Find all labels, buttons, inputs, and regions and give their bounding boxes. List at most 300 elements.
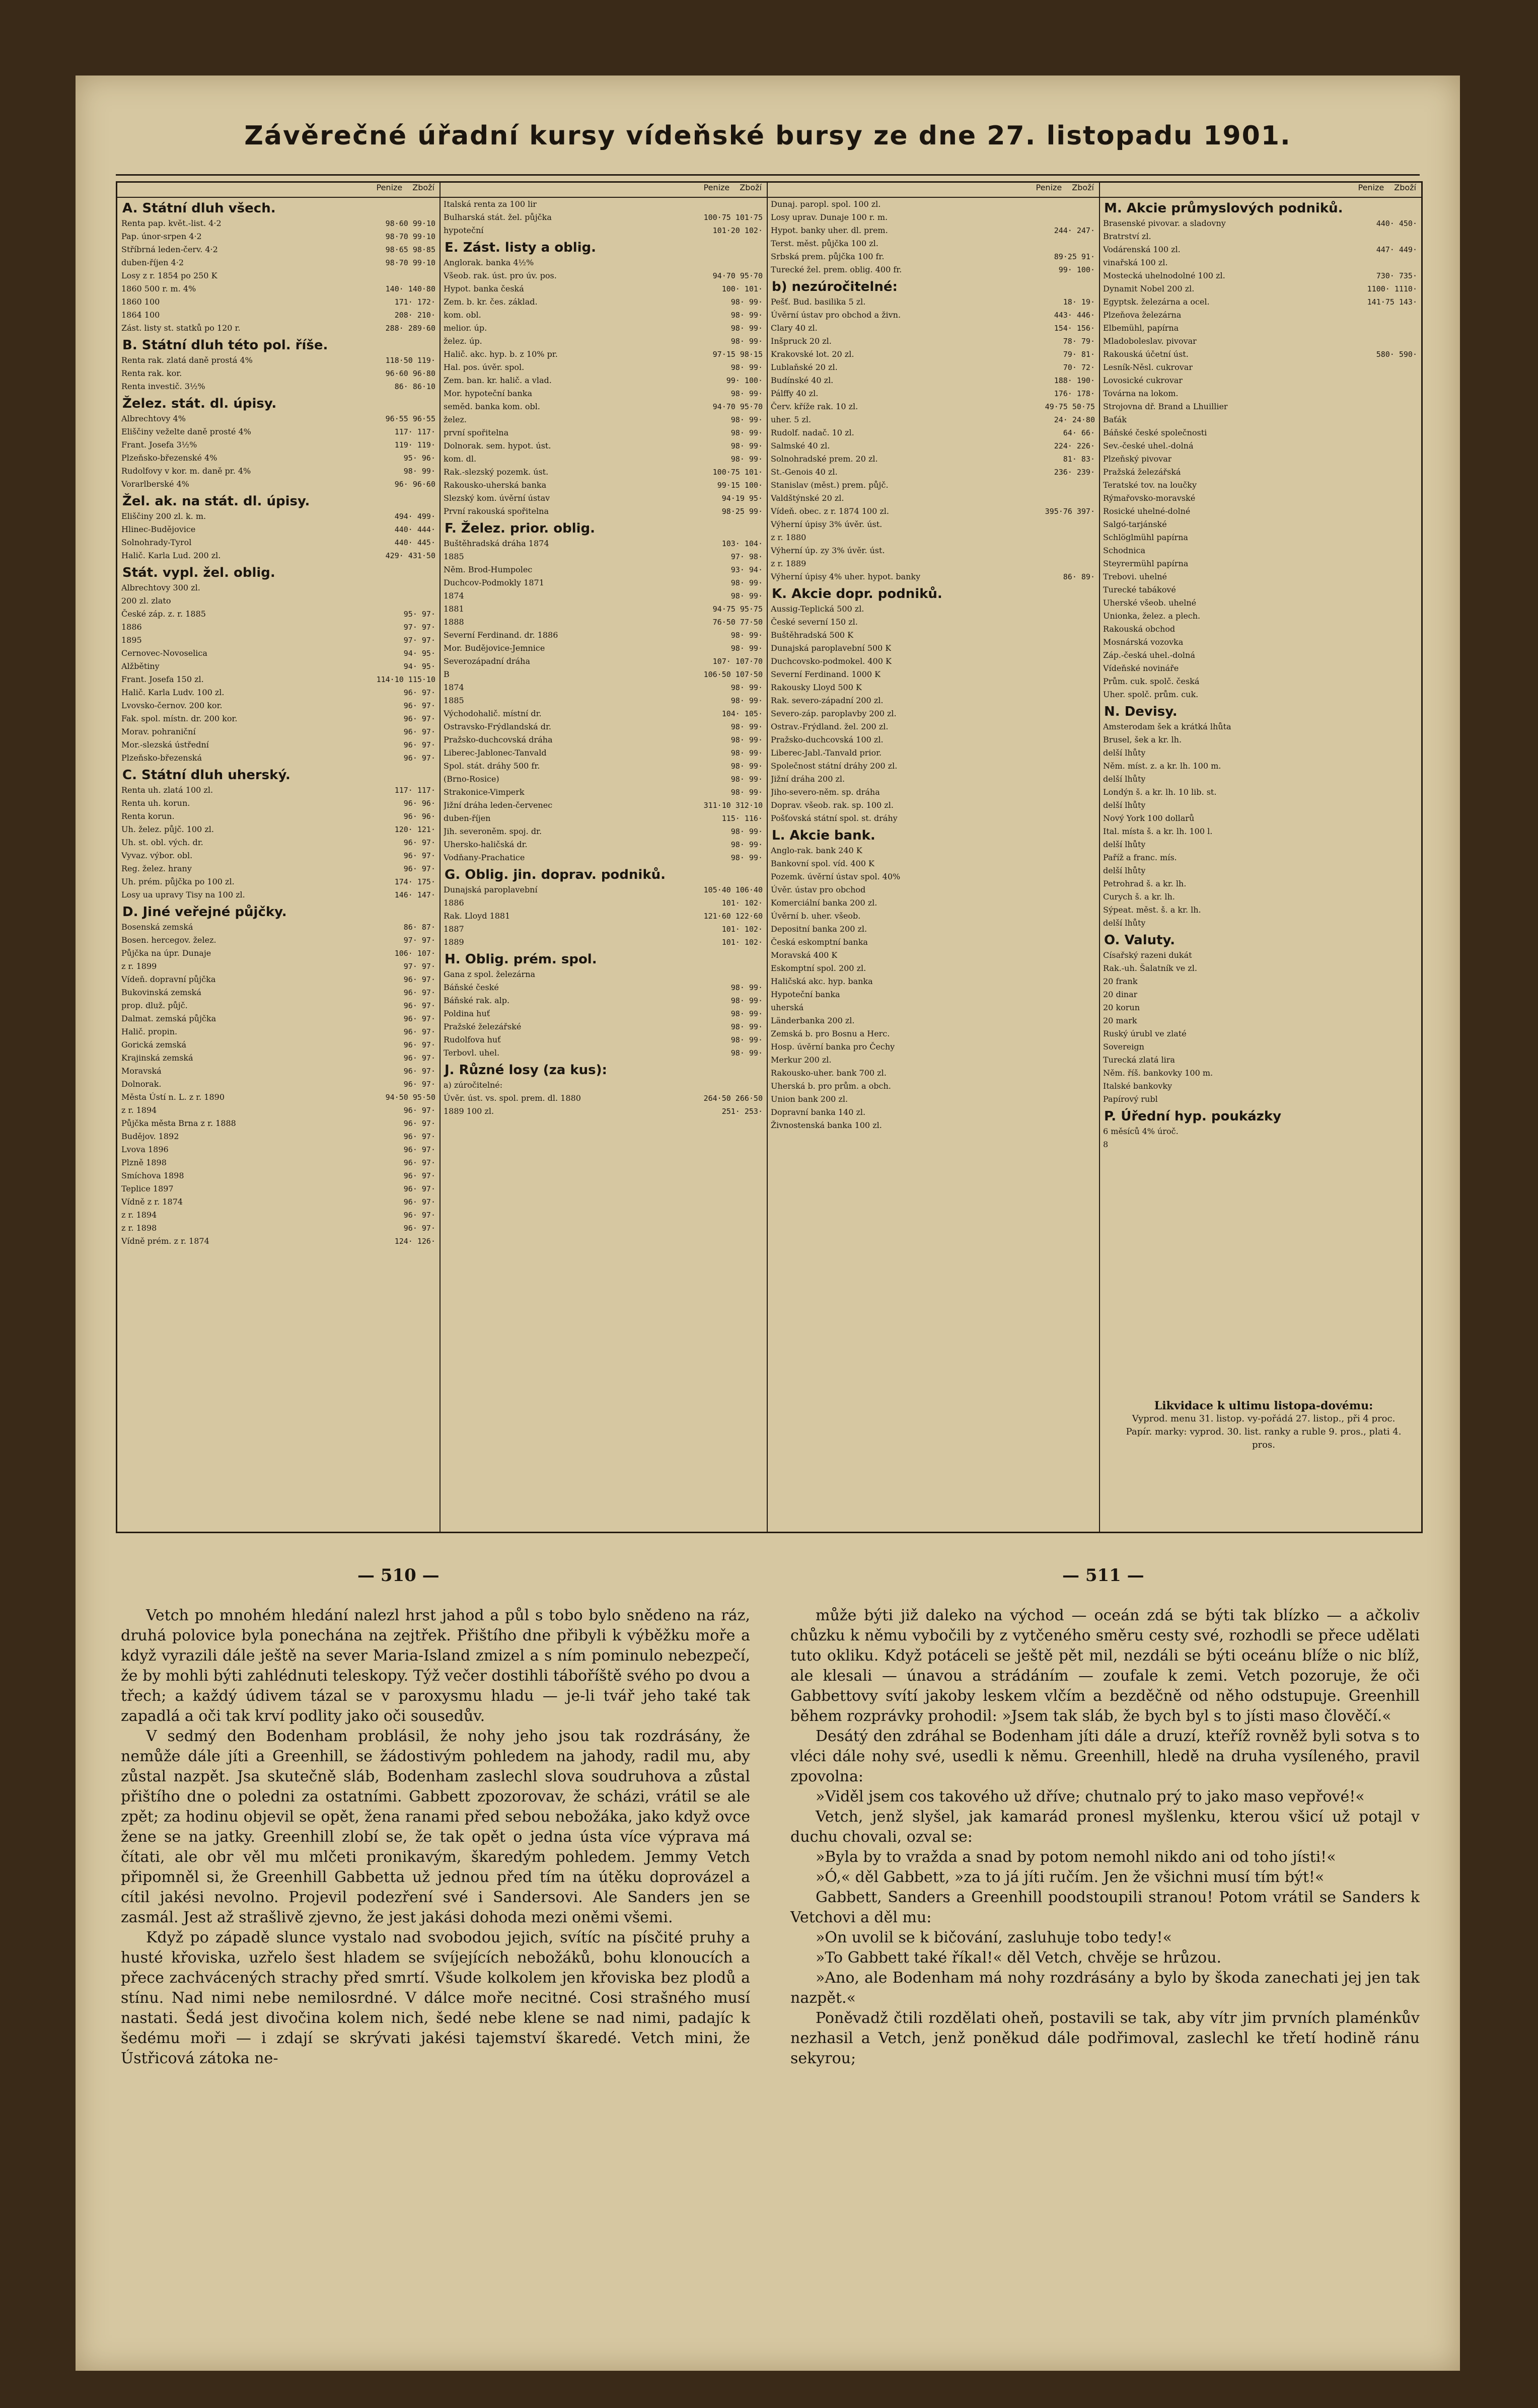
table-row xyxy=(440,426,767,439)
table-row xyxy=(440,466,767,479)
section-title: O. Valuty. xyxy=(1104,933,1175,948)
table-row xyxy=(440,361,767,374)
security-name: Union bank 200 zl. xyxy=(771,1094,848,1104)
quote-values xyxy=(1091,518,1095,531)
security-name: Pražsko-duchcovská dráha xyxy=(444,735,553,744)
security-name: z r. 1898 xyxy=(121,1223,157,1233)
table-row xyxy=(1099,773,1421,786)
page-number-right: — 511 — xyxy=(1062,1565,1144,1586)
quote-values: 94·70 95·70 xyxy=(712,402,763,411)
security-name: Bosenská zemská xyxy=(121,922,193,932)
story-paragraph: »Viděl jsem cos takového už dříve; chutnalo prý to jako maso vepřové!« xyxy=(816,1788,1365,1805)
quote-values: 440· 450· xyxy=(1376,219,1417,228)
security-name: 1885 xyxy=(444,552,464,561)
quote-values: 115· 116· xyxy=(721,814,763,823)
security-name: z r. 1880 xyxy=(771,533,807,542)
table-row xyxy=(1099,505,1421,518)
security-name: Rýmařovsko-moravské xyxy=(1103,493,1196,503)
security-name: Dolnorak. xyxy=(121,1079,162,1089)
quote-values: 98· 99· xyxy=(730,578,763,587)
page-masthead: Závěrečné úřadní kursy vídeňské bursy ze dne 27. listopadu 1901. xyxy=(244,121,1291,151)
table-row xyxy=(117,1143,440,1156)
table-row xyxy=(1099,838,1421,851)
quote-values: 443· 446· xyxy=(1054,311,1095,320)
quote-values: 96· 97· xyxy=(403,838,435,847)
table-row xyxy=(767,413,1099,426)
security-name: Rudolfova huť xyxy=(444,1035,501,1044)
security-name: Česká eskomptní banka xyxy=(771,937,868,947)
table-row xyxy=(440,1079,767,1092)
security-name: Vídně z r. 1874 xyxy=(121,1197,183,1207)
quote-values: 98· 99· xyxy=(730,996,763,1005)
security-name: duben-říjen 4·2 xyxy=(121,258,184,267)
table-row xyxy=(440,1092,767,1105)
quote-values xyxy=(1413,596,1417,610)
table-row xyxy=(1099,466,1421,479)
quote-values: 124· 126· xyxy=(394,1237,435,1246)
quote-values xyxy=(1413,583,1417,596)
quote-values: 96· 97· xyxy=(403,1040,435,1049)
security-name: Továrna na lokom. xyxy=(1103,389,1179,398)
quote-values xyxy=(1413,439,1417,453)
table-row xyxy=(1099,361,1421,374)
table-row xyxy=(117,549,440,562)
table-row xyxy=(1099,413,1421,426)
table-row xyxy=(767,668,1099,681)
security-name: delší lhůty xyxy=(1103,918,1146,928)
security-name: Rakousko-uherská banka xyxy=(444,480,547,490)
table-row xyxy=(767,250,1099,263)
quote-values: 440· 445· xyxy=(394,538,435,547)
security-name: Báňské rak. alp. xyxy=(444,996,510,1005)
quote-values xyxy=(431,594,435,608)
section-title: Stát. vypl. žel. oblig. xyxy=(122,565,275,580)
security-name: Prům. cuk. spolč. česká xyxy=(1103,676,1200,686)
security-name: Jižní dráha 200 zl. xyxy=(771,774,845,784)
table-row xyxy=(440,576,767,589)
table-row xyxy=(440,994,767,1007)
table-row xyxy=(117,797,440,810)
security-name: Lublaňské 20 zl. xyxy=(771,362,838,372)
quote-values: 98· 99· xyxy=(730,1035,763,1044)
security-name: 20 mark xyxy=(1103,1016,1137,1025)
security-name: hypoteční xyxy=(444,225,484,235)
header-goods: Zboží xyxy=(1072,183,1094,192)
security-name: Solnohradské prem. 20 zl. xyxy=(771,454,878,464)
security-name: Salgó-tarjánské xyxy=(1103,519,1167,529)
table-row xyxy=(440,537,767,550)
security-name: Pražská železářská xyxy=(1103,467,1181,477)
story-text-right xyxy=(790,1606,1420,2069)
quote-values: 98· 99· xyxy=(730,983,763,992)
security-name: Rak.-uh. Šalatník ve zl. xyxy=(1103,963,1197,973)
security-name: Města Ústí n. L. z r. 1890 xyxy=(121,1092,225,1102)
security-name: Pošťovská státní spol. st. dráhy xyxy=(771,813,898,823)
quote-values: 224· 226· xyxy=(1054,441,1095,450)
table-row xyxy=(117,1195,440,1209)
security-name: Severní Ferdinand. dr. 1886 xyxy=(444,630,558,640)
table-row xyxy=(767,263,1099,276)
table-row xyxy=(440,505,767,518)
security-name: Rak.-slezský pozemk. úst. xyxy=(444,467,549,477)
header-money: Penize xyxy=(1036,183,1062,192)
table-row xyxy=(767,439,1099,453)
quote-values xyxy=(1413,746,1417,760)
quote-values: 121·60 122·60 xyxy=(703,912,763,921)
security-name: České severní 150 zl. xyxy=(771,617,858,627)
header-money: Penize xyxy=(703,183,730,192)
security-name: Liberec-Jablonec-Tanvald xyxy=(444,748,547,758)
quote-values: 140· 140·80 xyxy=(385,284,435,293)
quote-values xyxy=(1091,211,1095,224)
security-name: Plzeňsko-březenské 4% xyxy=(121,453,217,463)
table-row xyxy=(440,322,767,335)
story-paragraph: Vetch po mnohém hledání nalezl hrst jahod a půl s tobo bylo snědeno na ráz, druhá polovice byla ponechána na zejtřek. Přištího dne přibyli k výběžku moře a když vyrazili dále ještě na sever Maria-Island zmizel a s ním pominulo nebezpečí, že by mohli býti zahlédnuti teleskopy. Týž večer dostihli táboříště svého po dvou a třech; a každý údivem tázal se v paroxysmu hladu — je-li tvář jeho také tak zapadlá a oči tak krví podlity jako oči sousedův. xyxy=(121,1607,750,1725)
table-row xyxy=(440,400,767,413)
table-row xyxy=(767,1040,1099,1054)
table-row xyxy=(117,751,440,765)
quote-values: 70· 72· xyxy=(1063,363,1095,372)
table-row xyxy=(440,439,767,453)
quote-values xyxy=(1413,864,1417,877)
table-row xyxy=(767,603,1099,616)
security-name: Bulharská stát. žel. půjčka xyxy=(444,212,552,222)
table-row xyxy=(767,642,1099,655)
section-title: b) nezúročitelné: xyxy=(772,279,898,294)
newspaper-page xyxy=(76,76,1460,2371)
quote-values: 24· 24·80 xyxy=(1054,415,1095,424)
security-name: Mor. Budějovice-Jemnice xyxy=(444,643,545,653)
header-goods: Zboží xyxy=(740,183,762,192)
quote-values: 96· 97· xyxy=(403,1224,435,1233)
quote-values xyxy=(1413,949,1417,962)
story-text-left xyxy=(121,1606,750,2069)
table-row xyxy=(440,1007,767,1020)
security-name: Liberec-Jabl.-Tanvald prior. xyxy=(771,748,882,758)
security-name: Stříbrná leden-červ. 4·2 xyxy=(121,245,218,254)
table-row xyxy=(1099,610,1421,623)
table-row xyxy=(767,309,1099,322)
table-row xyxy=(767,760,1099,773)
security-name: Eliščiny 200 zl. k. m. xyxy=(121,511,206,521)
quote-values: 104· 105· xyxy=(721,709,763,718)
security-name: Uher. spolč. prům. cuk. xyxy=(1103,690,1199,699)
table-row xyxy=(440,374,767,387)
quote-values xyxy=(1091,1093,1095,1106)
security-name: Lesník-Něsl. cukrovar xyxy=(1103,362,1193,372)
table-row xyxy=(1099,269,1421,282)
security-name: Sýpeat. měst. š. a kr. lh. xyxy=(1103,905,1201,915)
table-row xyxy=(117,849,440,862)
security-name: Východohalič. místní dr. xyxy=(444,709,542,718)
quote-values xyxy=(1413,720,1417,733)
story-paragraph: »Ano, ale Bodenham má nohy rozdrásány a bylo by škoda zanechati jej jen tak nazpět.« xyxy=(790,1969,1420,2007)
quote-values: 98· 99· xyxy=(730,735,763,744)
table-row xyxy=(1099,1014,1421,1027)
quote-values: 288· 289·60 xyxy=(385,324,435,333)
quote-values xyxy=(1091,786,1095,799)
quote-values xyxy=(1413,230,1417,243)
quote-values: 96·60 96·80 xyxy=(385,369,435,378)
security-name: 1887 xyxy=(444,924,464,934)
security-name: Hosp. úvěrní banka pro Čechy xyxy=(771,1042,895,1051)
quote-values: 98· 99· xyxy=(730,775,763,784)
table-row xyxy=(767,531,1099,544)
security-name: Jižní dráha leden-červenec xyxy=(444,800,553,810)
quote-values: 447· 449· xyxy=(1376,245,1417,254)
section-title: L. Akcie bank. xyxy=(772,828,875,843)
quote-values: 86· 87· xyxy=(403,923,435,932)
quote-values: 96· 97· xyxy=(403,1171,435,1180)
table-row xyxy=(1099,1125,1421,1138)
security-name: Půjčka města Brna z r. 1888 xyxy=(121,1118,236,1128)
quote-values xyxy=(1091,1014,1095,1027)
column-header xyxy=(1099,183,1421,198)
security-name: Srbská prem. půjčka 100 fr. xyxy=(771,252,885,261)
quote-values: 95· 96· xyxy=(403,454,435,463)
table-row xyxy=(767,426,1099,439)
security-name: Hal. pos. úvěr. spol. xyxy=(444,362,525,372)
security-name: Duchcov-Podmokly 1871 xyxy=(444,578,544,587)
security-name: vinařská 100 zl. xyxy=(1103,258,1168,267)
security-name: Ostrav.-Frýdland. žel. 200 zl. xyxy=(771,722,889,731)
section-title: Žel. ak. na stát. dl. úpisy. xyxy=(122,494,310,509)
table-row xyxy=(117,810,440,823)
security-name: 1885 xyxy=(444,696,464,705)
security-name: 1886 xyxy=(444,898,464,908)
quote-values: 18· 19· xyxy=(1063,297,1095,307)
quote-values: 98· 99· xyxy=(730,455,763,464)
security-name: Frant. Josefa 150 zl. xyxy=(121,674,204,684)
quote-values: 98· 99· xyxy=(730,762,763,771)
quote-values: 101· 102· xyxy=(721,898,763,908)
table-row xyxy=(117,1038,440,1051)
table-row xyxy=(1099,988,1421,1001)
table-row xyxy=(1099,217,1421,230)
story-paragraph: »Byla by to vražda a snad by potom nemohl nikdo ani od toho jísti!« xyxy=(816,1848,1336,1866)
security-name: Uh. želez. půjč. 100 zl. xyxy=(121,824,214,834)
quote-values: 96· 97· xyxy=(403,727,435,736)
table-row xyxy=(767,870,1099,883)
security-name: Doprav. všeob. rak. sp. 100 zl. xyxy=(771,800,894,810)
table-row xyxy=(767,211,1099,224)
security-name: Buštěhradská 500 K xyxy=(771,630,854,640)
quote-values xyxy=(1091,1106,1095,1119)
security-name: Uherská b. pro prům. a obch. xyxy=(771,1081,891,1091)
security-name: Bosen. hercegov. želez. xyxy=(121,935,216,945)
table-row xyxy=(440,681,767,694)
security-name: Paříž a franc. mís. xyxy=(1103,853,1177,862)
security-name: Frant. Josefa 3½% xyxy=(121,440,197,449)
quote-values: 96· 97· xyxy=(403,851,435,860)
security-name: Steyrermühl papírna xyxy=(1103,559,1189,568)
table-row xyxy=(117,594,440,608)
quote-values xyxy=(1091,923,1095,936)
table-row xyxy=(440,348,767,361)
security-name: 1886 xyxy=(121,622,142,632)
security-name: Renta uh. zlatá 100 zl. xyxy=(121,785,213,795)
table-row xyxy=(440,1033,767,1046)
table-row xyxy=(767,681,1099,694)
security-name: Jih. severoněm. spoj. dr. xyxy=(444,826,542,836)
table-row xyxy=(117,438,440,452)
story-paragraph: V sedmý den Bodenham problásil, že nohy jeho jsou tak rozdrásány, že nemůže dále jíti a Greenhill, se žádostivým pohledem na jahody, radil mu, aby zůstal nazpět. Jsa skutečně sláb, Bodenham zaslechl slova soudruhova a zůstal přištího dne o poledni za ostatními. Gabbett zpozorovav, že scházi, vrátil se ale zpět; za hodinu objevil se opět, žena ranami před sebou nebožáka, jako když ovce žene se na jatky. Greenhill zlobí se, že tak opět o jedna ústa více výprava má čítati, ale obr věl mu mlčeti pronikavým, škaredým pohledem. Jemmy Vetch připomněl si, že Greenhill Gabbetta už jednou před tím na útěku doprovázel a cítil jakési nevolno. Projevil podezření své i Sandersovi. Ale Sanders jen se zasmál. Jest až strašlivě zjevno, že jest jakási dohoda mezi oněmi všemi. xyxy=(121,1727,750,1926)
section-title: N. Devisy. xyxy=(1104,704,1178,719)
quote-values xyxy=(1413,557,1417,570)
quote-values xyxy=(1413,413,1417,426)
quote-values: 99· 100· xyxy=(1058,265,1095,274)
quote-values xyxy=(1091,975,1095,988)
table-row xyxy=(1099,1080,1421,1093)
table-row xyxy=(117,536,440,549)
quote-values: 95· 97· xyxy=(403,610,435,619)
security-name: z r. 1889 xyxy=(771,559,807,568)
quote-values: 96· 97· xyxy=(403,1158,435,1167)
quote-values: 98·25 99· xyxy=(721,507,763,516)
quote-values xyxy=(1091,629,1095,642)
table-row xyxy=(440,760,767,773)
quote-values: 96· 96·60 xyxy=(394,480,435,489)
table-row xyxy=(440,936,767,949)
table-row xyxy=(440,773,767,786)
security-name: Renta pap. květ.-list. 4·2 xyxy=(121,218,222,228)
security-name: Báňské české xyxy=(444,983,499,992)
quote-values: 117· 117· xyxy=(394,427,435,436)
security-name: Vídně prém. z r. 1874 xyxy=(121,1236,209,1246)
header-goods: Zboží xyxy=(412,183,434,192)
security-name: První rakouská spořitelna xyxy=(444,506,549,516)
table-row xyxy=(440,786,767,799)
table-row xyxy=(767,962,1099,975)
header-money: Penize xyxy=(376,183,403,192)
table-row xyxy=(1099,688,1421,701)
quote-values: 96· 97· xyxy=(403,701,435,710)
table-row xyxy=(767,910,1099,923)
security-name: Albrechtovy 4% xyxy=(121,414,186,423)
quote-values xyxy=(1413,1080,1417,1093)
table-row xyxy=(440,492,767,505)
security-name: Dopravní banka 140 zl. xyxy=(771,1107,866,1117)
quote-values: 98· 99· xyxy=(403,467,435,476)
table-row xyxy=(117,322,440,335)
quote-values: 98· 99· xyxy=(730,748,763,758)
table-row xyxy=(117,999,440,1012)
table-row xyxy=(1099,917,1421,930)
table-row xyxy=(440,211,767,224)
security-name: Výherní úp. zy 3% úvěr. úst. xyxy=(771,546,885,555)
page-numbers xyxy=(76,1565,1460,1586)
security-name: Elbemühl, papírna xyxy=(1103,323,1179,333)
table-row xyxy=(1099,426,1421,439)
quote-values: 98·70 99·10 xyxy=(385,232,435,241)
security-name: Živnostenská banka 100 zl. xyxy=(771,1120,882,1130)
security-name: Vídeňské novináře xyxy=(1103,663,1179,673)
table-row xyxy=(440,1046,767,1060)
story-paragraph: Gabbett, Sanders a Greenhill poodstoupili stranou! Potom vrátil se Sanders k Vetchovi a děl mu: xyxy=(790,1889,1420,1926)
section-title: A. Státní dluh všech. xyxy=(122,201,276,216)
quote-values: 96·55 96·55 xyxy=(385,414,435,423)
table-row xyxy=(1099,675,1421,688)
table-row xyxy=(767,361,1099,374)
table-column-1 xyxy=(117,183,441,1532)
security-name: a) zúročitelné: xyxy=(444,1080,503,1090)
quote-values xyxy=(1091,681,1095,694)
liquidation-note-title: Likvidace k ultimu listopa-dovému: xyxy=(1154,1399,1373,1412)
security-name: B xyxy=(444,669,450,679)
table-row xyxy=(440,812,767,825)
table-row xyxy=(440,733,767,746)
table-row xyxy=(117,425,440,438)
table-row xyxy=(440,224,767,237)
table-row xyxy=(1099,335,1421,348)
table-row xyxy=(1099,877,1421,890)
quote-values: 100·75 101·75 xyxy=(703,213,763,222)
table-row xyxy=(1099,374,1421,387)
security-name: Losy z r. 1854 po 250 K xyxy=(121,271,217,280)
security-name: Poldina huť xyxy=(444,1009,490,1018)
quote-values xyxy=(1413,1014,1417,1027)
table-row xyxy=(117,523,440,536)
table-row xyxy=(767,936,1099,949)
quote-values: 49·75 50·75 xyxy=(1045,402,1095,411)
quote-values: 94·75 95·75 xyxy=(712,605,763,614)
table-row xyxy=(1099,400,1421,413)
quote-values: 96· 97· xyxy=(403,988,435,997)
quote-values: 98· 99· xyxy=(730,389,763,398)
security-name: Spol. stát. dráhy 500 fr. xyxy=(444,761,540,771)
security-name: Amsterodam šek a krátká lhůta xyxy=(1103,722,1231,731)
table-row xyxy=(440,910,767,923)
table-column-4 xyxy=(1099,183,1421,1532)
security-name: kom. obl. xyxy=(444,310,481,320)
security-name: delší lhůty xyxy=(1103,866,1146,875)
table-row xyxy=(1099,387,1421,400)
table-row xyxy=(1099,1054,1421,1067)
security-name: Halič. Karla Ludv. 100 zl. xyxy=(121,688,225,697)
quote-values xyxy=(1413,256,1417,269)
security-name: Gorická zemská xyxy=(121,1040,186,1049)
security-name: 1864 100 xyxy=(121,310,160,320)
quote-values xyxy=(1413,760,1417,773)
table-row xyxy=(117,243,440,256)
quote-values xyxy=(1413,1054,1417,1067)
security-name: Výherní úpisy 3% úvěr. úst. xyxy=(771,519,883,529)
quote-values xyxy=(1413,917,1417,930)
table-row xyxy=(1099,309,1421,322)
table-row xyxy=(1099,720,1421,733)
table-row xyxy=(117,452,440,465)
table-row xyxy=(1099,733,1421,746)
table-row xyxy=(440,269,767,282)
quote-values: 96· 97· xyxy=(403,1106,435,1115)
security-name: Duchcovsko-podmokel. 400 K xyxy=(771,656,892,666)
quote-values: 100·75 101· xyxy=(712,468,763,477)
table-row xyxy=(117,947,440,960)
quote-values xyxy=(1413,322,1417,335)
security-name: 20 korun xyxy=(1103,1003,1140,1012)
quote-values: 98· 99· xyxy=(730,1022,763,1031)
table-row xyxy=(1099,256,1421,269)
table-row xyxy=(1099,1001,1421,1014)
quote-values: 96· 97· xyxy=(403,1067,435,1076)
table-row xyxy=(440,981,767,994)
section-title: J. Různé losy (za kus): xyxy=(445,1063,607,1078)
table-row xyxy=(117,1104,440,1117)
table-row xyxy=(1099,649,1421,662)
quote-values: 98· 99· xyxy=(730,428,763,437)
table-row xyxy=(117,1117,440,1130)
security-name: Halič. propin. xyxy=(121,1027,178,1036)
